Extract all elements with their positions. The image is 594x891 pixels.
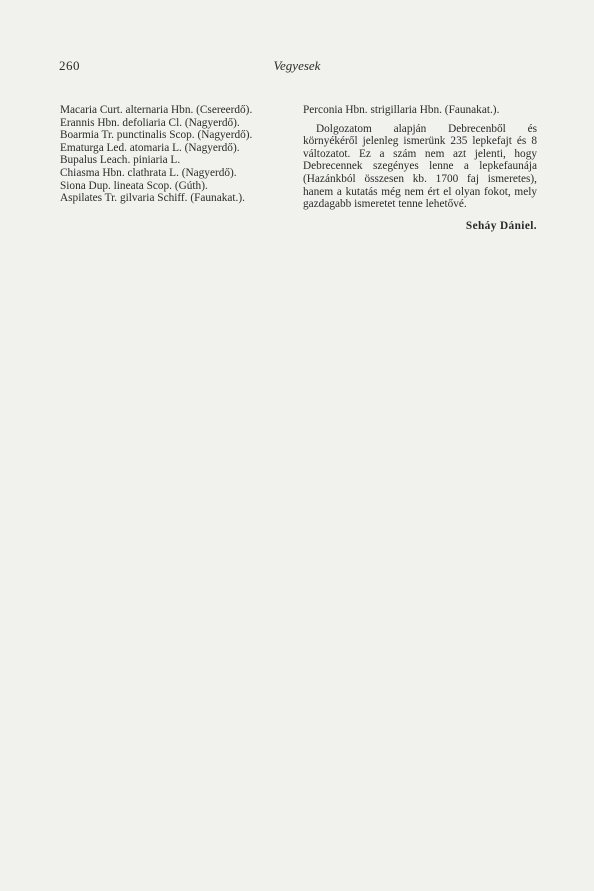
species-entry: Bupalus Leach. piniaria L. [60,154,181,167]
conclusion-paragraph: Dolgozatom alapján Debrecenből és környékéről jelenleg ismerünk 235 lepkefajt és 8 változatot. Ez a szám nem azt jelenti, hogy Debrecennek szegényes lenne a lepkefaunája (Hazánkból összesen kb. 1700 faj ismeretes), hanem a kutatás még nem ért el olyan fokot, mely gazdagabb ismeretet tenne lehetővé. [303,122,537,211]
species-entry: Perconia Hbn. strigillaria Hbn. (Faunakat.). [303,104,500,116]
species-entry: Ematurga Led. atomaria L. (Nagyerdő). [60,141,240,154]
running-title: Vegyesek [273,58,321,73]
left-column [60,104,296,205]
species-entry: Aspilates Tr. gilvaria Schiff. (Faunakat.). [60,192,245,205]
species-entry: Macaria Curt. alternaria Hbn. (Csereerdő). [60,104,253,116]
page-number: 260 [59,58,80,73]
species-entry: Chiasma Hbn. clathrata L. (Nagyerdő). [60,166,237,179]
author-signature: Seháy Dániel. [465,219,537,232]
species-entry: Siona Dup. lineata Scop. (Gúth). [60,179,208,192]
right-column [303,104,537,232]
species-entry: Boarmia Tr. punctinalis Scop. (Nagyerdő). [60,129,253,142]
species-entry: Erannis Hbn. defoliaria Cl. (Nagyerdő). [60,116,240,129]
